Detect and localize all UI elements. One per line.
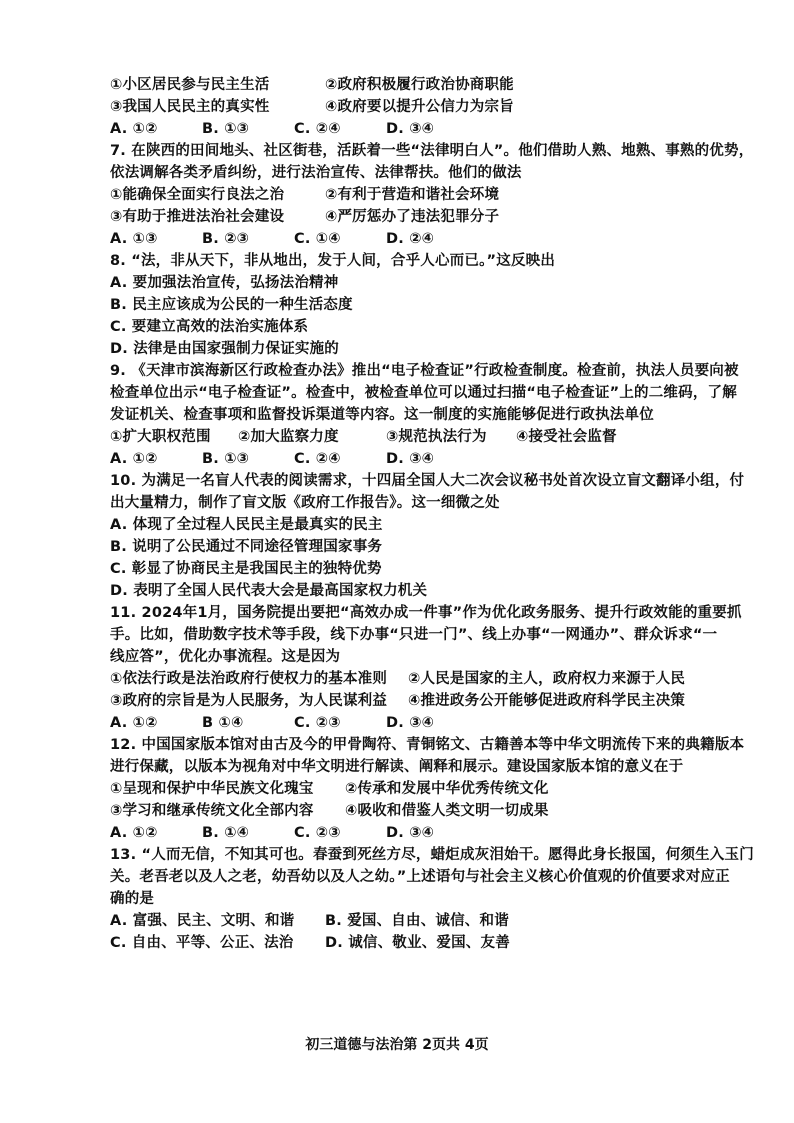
q7-option-1: ①能确保全面实行良法之治	[110, 187, 285, 203]
q12-options-row-2	[110, 800, 760, 822]
q7-option-4: ④严厉惩办了违法犯罪分子	[325, 209, 500, 225]
q11-stem-line-2: 手。比如，借助数字技术等手段，线下办事“只进一门”、线上办事“一网通办”、群众诉求“一	[110, 627, 718, 643]
q13-choices-row-1	[110, 910, 760, 932]
q8-choice-a: A. 要加强法治宣传，弘扬法治精神	[110, 275, 339, 291]
q8-stem: 8. “法，非从天下，非从地出，发于人间，合乎人心而已。”这反映出	[110, 253, 556, 269]
q11-options-row-2	[110, 690, 760, 712]
q10-stem-line-2: 出大量精力，制作了盲文版《政府工作报告》。这一细微之处	[110, 495, 500, 511]
q9-option-2: ②加大监察力度	[238, 429, 339, 445]
q13-choices-row-2	[110, 932, 760, 954]
q6-choice-c: C. ②④	[294, 121, 341, 137]
q11-option-3: ③政府的宗旨是为人民服务，为人民谋利益	[110, 693, 388, 709]
q8-choice-b: B. 民主应该成为公民的一种生活态度	[110, 297, 353, 313]
q6-options-row-2	[110, 96, 760, 118]
exam-content	[110, 74, 760, 954]
q9-choices	[110, 448, 760, 470]
q9-stem-line-2: 检查单位出示“电子检查证”。检查中，被检查单位可以通过扫描“电子检查证”上的二维码，了解	[110, 385, 737, 401]
q6-choice-b: B. ①③	[202, 121, 250, 137]
q12-choice-b: B. ①④	[202, 825, 250, 841]
q7-choice-a: A. ①③	[110, 231, 158, 247]
q9-stem-line-3: 发证机关、检查事项和监督投诉渠道等内容。这一制度的实施能够促进行政执法单位	[110, 407, 654, 423]
q6-choice-a: A. ①②	[110, 121, 158, 137]
q7-options-row-2	[110, 206, 760, 228]
q11-stem-line-1: 11. 2024年1月，国务院提出要把“高效办成一件事”作为优化政务服务、提升行政效能的重要抓	[110, 605, 742, 621]
q10-choice-c: C. 彰显了协商民主是我国民主的独特优势	[110, 561, 382, 577]
q7-option-2: ②有利于营造和谐社会环境	[325, 187, 500, 203]
q9-option-4: ④接受社会监督	[516, 429, 617, 445]
q10-choice-b: B. 说明了公民通过不同途径管理国家事务	[110, 539, 383, 555]
q9-options-row	[110, 426, 760, 448]
q9-option-3: ③规范执法行为	[386, 429, 487, 445]
q9-choice-c: C. ②④	[294, 451, 341, 467]
page-footer: 初三道德与法治第 2页共 4页	[305, 1037, 489, 1053]
q7-stem-line-1: 7. 在陕西的田间地头、社区街巷，活跃着一些“法律明白人”。他们借助人熟、地熟、事熟的优势，	[110, 143, 754, 159]
q9-option-1: ①扩大职权范围	[110, 429, 211, 445]
q7-choices	[110, 228, 760, 250]
q6-choices	[110, 118, 760, 140]
q7-option-3: ③有助于推进法治社会建设	[110, 209, 285, 225]
q13-stem-line-2: 关。老吾老以及人之老，幼吾幼以及人之幼。”上述语句与社会主义核心价值观的价值要求对应正	[110, 869, 730, 885]
q11-stem-line-3: 线应答”，优化办事流程。这是因为	[110, 649, 341, 665]
q11-choice-a: A. ①②	[110, 715, 158, 731]
q11-choice-d: D. ③④	[386, 715, 435, 731]
q11-choice-b: B ①④	[202, 715, 244, 731]
q9-choice-d: D. ③④	[386, 451, 435, 467]
q6-option-1: ①小区居民参与民主生活	[110, 77, 270, 93]
q9-stem-line-1: 9. 《天津市滨海新区行政检查办法》推出“电子检查证”行政检查制度。检查前，执法人员要向被	[110, 363, 739, 379]
q6-choice-d: D. ③④	[386, 121, 435, 137]
q12-choice-c: C. ②③	[294, 825, 341, 841]
q9-choice-b: B. ①③	[202, 451, 250, 467]
q11-options-row-1	[110, 668, 760, 690]
q12-stem-line-1: 12. 中国国家版本馆对由古及今的甲骨陶符、青铜铭文、古籍善本等中华文明流传下来的典籍版本	[110, 737, 745, 753]
q6-options-row-1	[110, 74, 760, 96]
q11-choices	[110, 712, 760, 734]
q12-choice-d: D. ③④	[386, 825, 435, 841]
q13-choice-c: C. 自由、平等、公正、法治	[110, 935, 294, 951]
q6-option-4: ④政府要以提升公信力为宗旨	[325, 99, 514, 115]
q12-option-3: ③学习和继承传统文化全部内容	[110, 803, 314, 819]
q7-stem-line-2: 依法调解各类矛盾纠纷，进行法治宣传、法律帮扶。他们的做法	[110, 165, 522, 181]
q13-stem-line-3: 确的是	[110, 891, 155, 907]
q10-choice-d: D. 表明了全国人民代表大会是最高国家权力机关	[110, 583, 428, 599]
q13-choice-a: A. 富强、民主、文明、和谐	[110, 913, 295, 929]
q12-option-1: ①呈现和保护中华民族文化瑰宝	[110, 781, 314, 797]
q12-choices	[110, 822, 760, 844]
q12-options-row-1	[110, 778, 760, 800]
q11-option-4: ④推进政务公开能够促进政府科学民主决策	[408, 693, 686, 709]
q12-option-2: ②传承和发展中华优秀传统文化	[345, 781, 549, 797]
q9-choice-a: A. ①②	[110, 451, 158, 467]
q12-choice-a: A. ①②	[110, 825, 158, 841]
q13-choice-b: B. 爱国、自由、诚信、和谐	[325, 913, 509, 929]
q6-option-3: ③我国人民民主的真实性	[110, 99, 270, 115]
q8-choice-d: D. 法律是由国家强制力保证实施的	[110, 341, 339, 357]
q6-option-2: ②政府积极履行政治协商职能	[325, 77, 514, 93]
q11-option-2: ②人民是国家的主人，政府权力来源于人民	[408, 671, 686, 687]
q11-choice-c: C. ②③	[294, 715, 341, 731]
q11-option-1: ①依法行政是法治政府行使权力的基本准则	[110, 671, 388, 687]
q10-stem-line-1: 10. 为满足一名盲人代表的阅读需求，十四届全国人大二次会议秘书处首次设立盲文翻译小组，付	[110, 473, 745, 489]
q12-stem-line-2: 进行保藏，以版本为视角对中华文明进行解读、阐释和展示。建设国家版本馆的意义在于	[110, 759, 684, 775]
q13-stem-line-1: 13. “人而无信，不知其可也。春蚕到死丝方尽，蜡炬成灰泪始干。愿得此身长报国，何须生入玉门	[110, 847, 754, 863]
q8-choice-c: C. 要建立高效的法治实施体系	[110, 319, 309, 335]
q10-choice-a: A. 体现了全过程人民民主是最真实的民主	[110, 517, 383, 533]
q7-choice-b: B. ②③	[202, 231, 250, 247]
q7-choice-c: C. ①④	[294, 231, 341, 247]
q7-choice-d: D. ②④	[386, 231, 435, 247]
q7-options-row-1	[110, 184, 760, 206]
q13-choice-d: D. 诚信、敬业、爱国、友善	[325, 935, 510, 951]
q12-option-4: ④吸收和借鉴人类文明一切成果	[345, 803, 549, 819]
